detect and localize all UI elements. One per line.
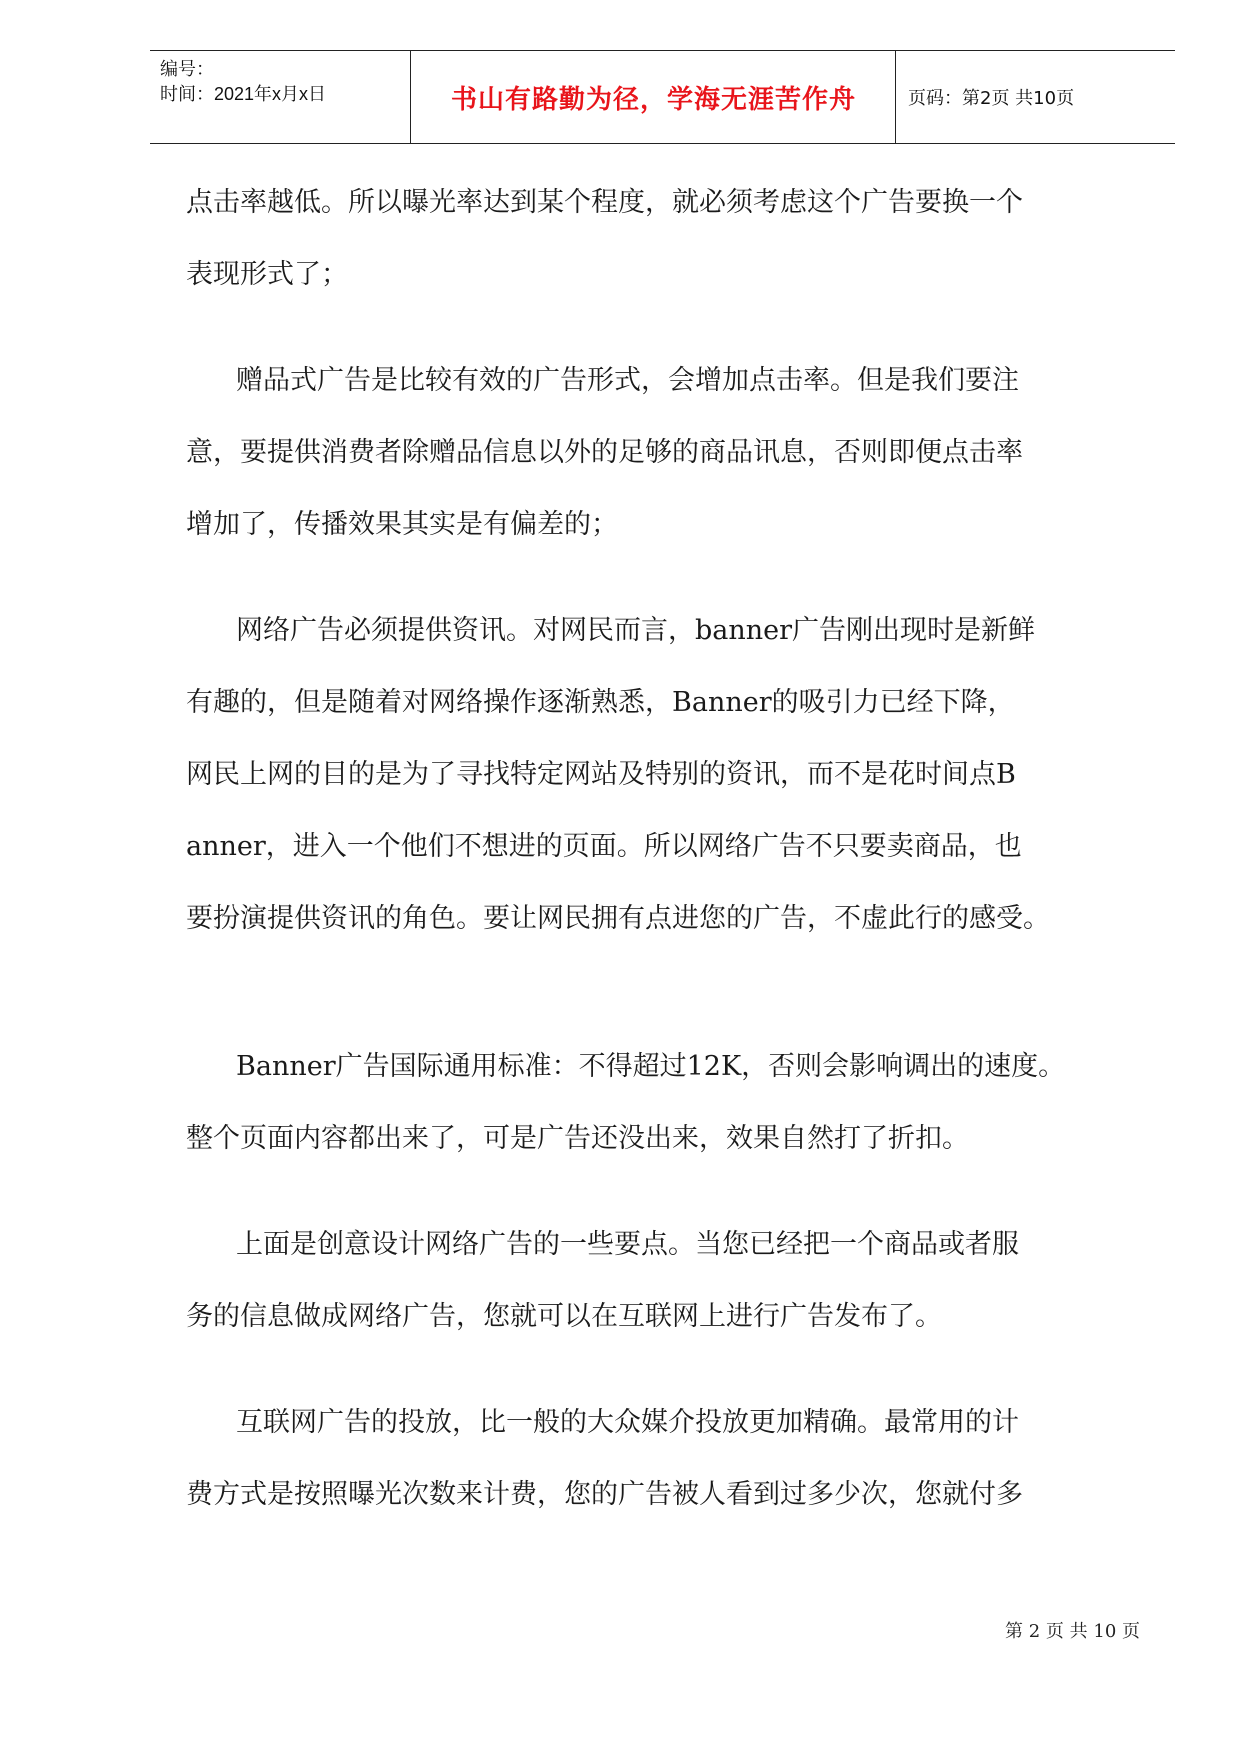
paragraph-first-line: 互联网广告的投放，比一般的大众媒介投放更加精确。最常用的计 — [236, 1407, 1019, 1438]
blank-line — [186, 1191, 1176, 1225]
body-line: 务的信息做成网络广告，您就可以在互联网上进行广告发布了。 — [186, 1301, 942, 1332]
body-line: 表现形式了； — [186, 259, 348, 290]
body-line: 意，要提供消费者除赠品信息以外的足够的商品讯息，否则即便点击率 — [186, 437, 1023, 468]
time-label: 时间：2021年x月x日 — [160, 84, 327, 104]
paragraph-first-line: Banner广告国际通用标准：不得超过12K，否则会影响调出的速度。 — [236, 1051, 1066, 1082]
serial-number-label: 编号： — [160, 59, 214, 79]
paragraph-first-line: 赠品式广告是比较有效的广告形式，会增加点击率。但是我们要注 — [236, 365, 1019, 396]
paragraph-first-line: 上面是创意设计网络广告的一些要点。当您已经把一个商品或者服 — [236, 1229, 1019, 1260]
body-line: 增加了，传播效果其实是有偏差的； — [186, 509, 618, 540]
blank-line — [186, 971, 1176, 1009]
header-page-info: 页码：第2页 共10页 — [908, 88, 1075, 109]
body-line: 整个页面内容都出来了，可是广告还没出来，效果自然打了折扣。 — [186, 1123, 969, 1154]
body-line: 点击率越低。所以曝光率达到某个程度，就必须考虑这个广告要换一个 — [186, 187, 1023, 218]
document-header — [150, 50, 1175, 144]
header-meta — [160, 57, 326, 107]
body-line: 要扮演提供资讯的角色。要让网民拥有点进您的广告，不虚此行的感受。 — [186, 903, 1050, 934]
blank-line — [186, 1009, 1176, 1047]
body-line: 费方式是按照曝光次数来计费，您的广告被人看到过多少次，您就付多 — [186, 1479, 1023, 1510]
header-motto: 书山有路勤为径，学海无涯苦作舟 — [450, 84, 856, 115]
paragraph-first-line: 网络广告必须提供资讯。对网民而言，banner广告刚出现时是新鲜 — [236, 615, 1036, 646]
blank-line — [186, 1369, 1176, 1403]
header-divider — [895, 51, 896, 143]
header-divider — [410, 51, 411, 143]
body-line: anner，进入一个他们不想进的页面。所以网络广告不只要卖商品，也 — [186, 831, 1022, 862]
blank-line — [186, 327, 1176, 361]
blank-line — [186, 577, 1176, 611]
page-footer: 第 2 页 共 10 页 — [1005, 1621, 1140, 1642]
document-body — [186, 183, 1176, 1547]
body-line: 有趣的，但是随着对网络操作逐渐熟悉，Banner的吸引力已经下降， — [186, 687, 1015, 718]
body-line: 网民上网的目的是为了寻找特定网站及特别的资讯，而不是花时间点B — [186, 759, 1016, 790]
